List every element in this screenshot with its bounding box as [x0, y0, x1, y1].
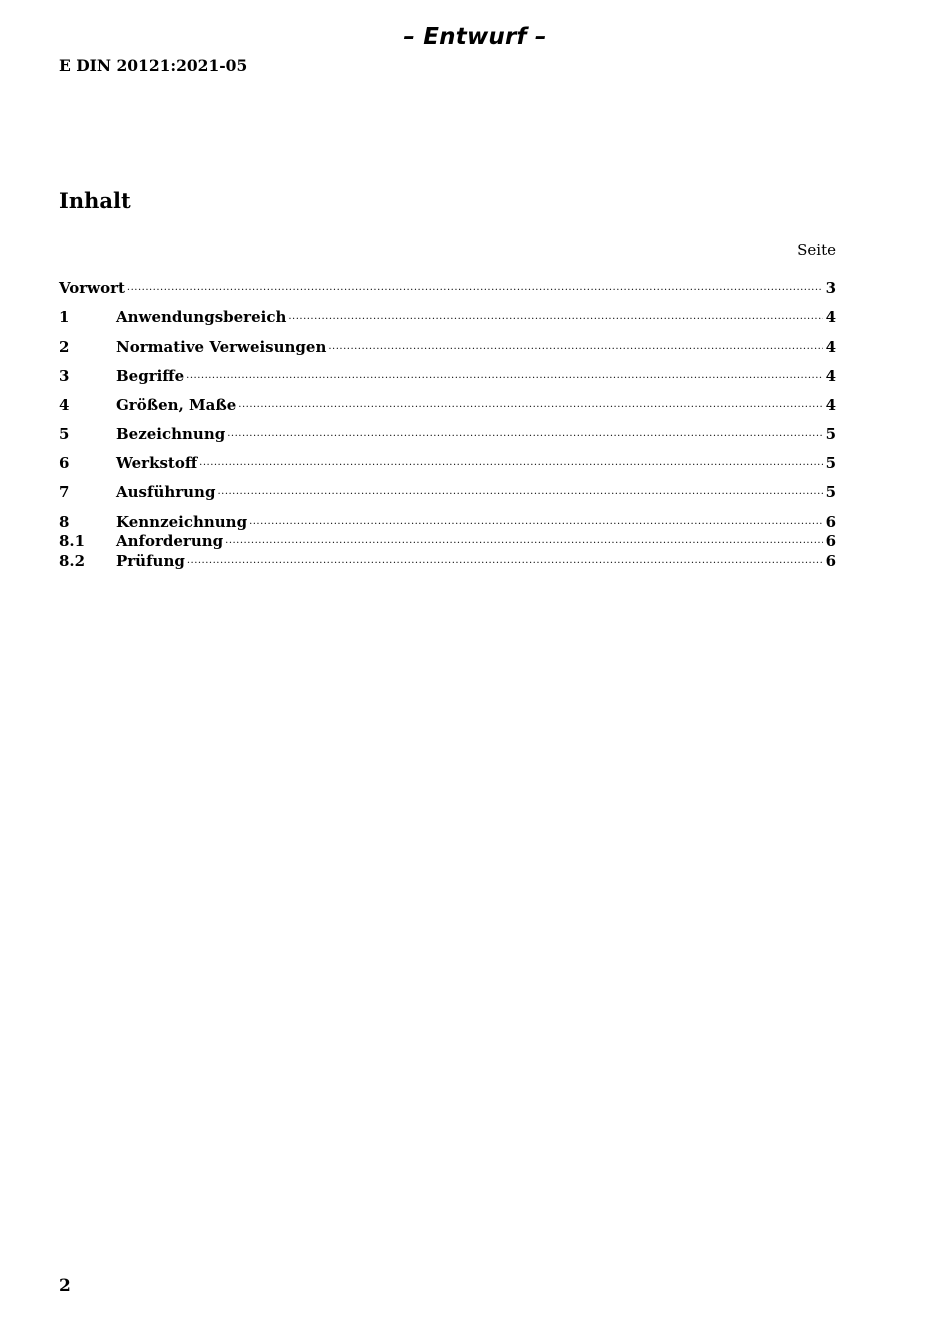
- toc-dot-leader: [227, 427, 822, 439]
- toc-dot-leader: [187, 554, 823, 566]
- toc-dot-leader: [328, 340, 822, 352]
- toc-entry-title: Bezeichnung: [116, 425, 226, 443]
- toc-entry-title: Prüfung: [116, 552, 185, 570]
- toc-dot-leader: [249, 515, 822, 527]
- toc-entry-3[interactable]: [59, 367, 836, 387]
- toc-entry-page: 4: [825, 396, 836, 414]
- toc-entry-title: Anforderung: [116, 532, 224, 550]
- toc-entry-title: Anwendungsbereich: [116, 308, 287, 326]
- toc-dot-leader: [127, 281, 823, 293]
- toc-dot-leader: [238, 398, 822, 410]
- toc-dot-leader: [225, 534, 822, 546]
- toc-entry-number: 5: [59, 425, 70, 443]
- page-number: 2: [59, 1276, 71, 1296]
- toc-entry-number: 2: [59, 338, 70, 356]
- toc-entry-number: 8.2: [59, 552, 86, 570]
- toc-entry-page: 6: [825, 552, 836, 570]
- toc-entry-8-1[interactable]: [59, 532, 836, 552]
- toc-entry-page: 5: [825, 483, 836, 501]
- toc-entry-title: Normative Verweisungen: [116, 338, 327, 356]
- toc-dot-leader: [217, 485, 822, 497]
- toc-entry-8-2[interactable]: [59, 552, 836, 572]
- toc-entry-number: 8: [59, 513, 70, 531]
- toc-entry-vorwort[interactable]: [59, 279, 836, 299]
- toc-entry-5[interactable]: [59, 425, 836, 445]
- toc-dot-leader: [186, 369, 822, 381]
- toc-entry-title: Ausführung: [116, 483, 216, 501]
- toc-entry-title: Größen, Maße: [116, 396, 237, 414]
- toc-entry-page: 6: [825, 532, 836, 550]
- toc-entry-number: 7: [59, 483, 70, 501]
- toc-entry-4[interactable]: [59, 396, 836, 416]
- toc-entry-page: 4: [825, 338, 836, 356]
- toc-entry-page: 4: [825, 367, 836, 385]
- toc-entry-page: 4: [825, 308, 836, 326]
- toc-entry-title: Kennzeichnung: [116, 513, 248, 531]
- toc-entry-number: 6: [59, 454, 70, 472]
- document-id: E DIN 20121:2021-05: [59, 56, 248, 75]
- toc-entry-page: 3: [825, 279, 836, 297]
- toc-entry-title: Begriffe: [116, 367, 185, 385]
- toc-entry-page: 6: [825, 513, 836, 531]
- toc-entry-1[interactable]: [59, 308, 836, 328]
- toc-entry-number: 4: [59, 396, 70, 414]
- toc-heading: Inhalt: [59, 188, 131, 213]
- toc-page-column-label: Seite: [797, 241, 836, 259]
- toc-entry-6[interactable]: [59, 454, 836, 474]
- toc-entry-title: Werkstoff: [116, 454, 198, 472]
- toc-entry-title: Vorwort: [59, 279, 125, 297]
- toc-entry-number: 3: [59, 367, 70, 385]
- toc-dot-leader: [199, 456, 822, 468]
- toc-entry-page: 5: [825, 425, 836, 443]
- toc-entry-page: 5: [825, 454, 836, 472]
- draft-banner: – Entwurf –: [403, 24, 547, 50]
- toc-entry-number: 1: [59, 308, 70, 326]
- toc-dot-leader: [288, 310, 822, 322]
- toc-entry-8[interactable]: [59, 513, 836, 533]
- toc-entry-7[interactable]: [59, 483, 836, 503]
- toc-entry-number: 8.1: [59, 532, 86, 550]
- toc-entry-2[interactable]: [59, 338, 836, 358]
